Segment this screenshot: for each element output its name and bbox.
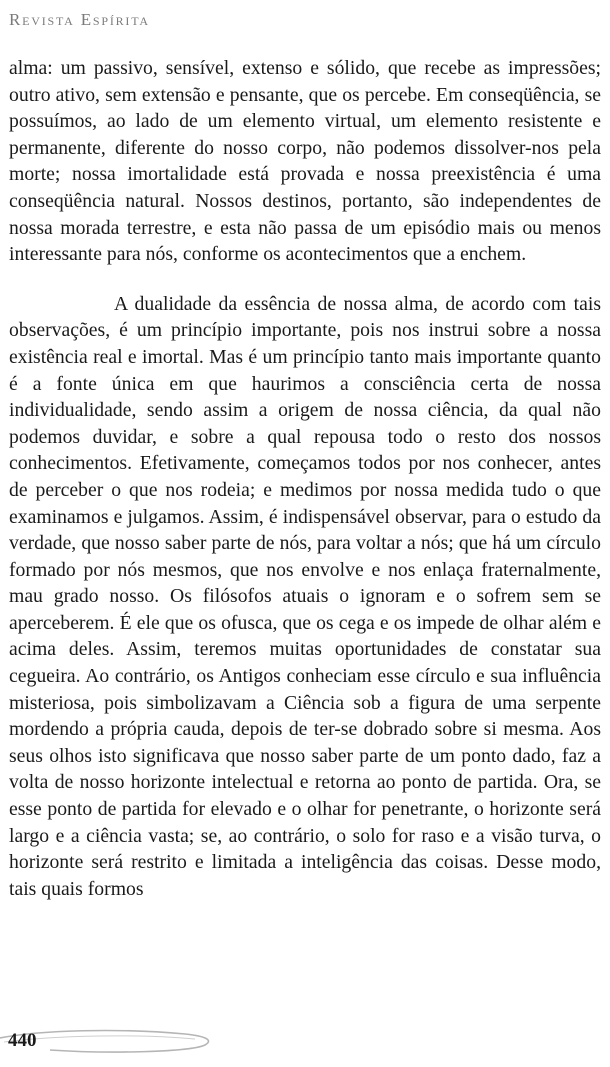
page-footer	[0, 1026, 230, 1066]
paragraph-duality: A dualidade da essência de nossa alma, de acordo com tais observações, é um princípio importante, pois nos instrui sobre a nossa existência real e imortal. Mas é um princípio tanto mais importante quanto é a fonte única em que haurimos a consciência certa de nossa individualidade, sendo assim a origem de nossa ciência, da qual não podemos duvidar, e sobre a qual repousa todo o resto dos nossos conhecimentos. Efetivamente, começamos todos por nos conhecer, antes de perceber o que nos rodeia; e medimos por nossa medida tudo o que examinamos e julgamos. Assim, é indispensável observar, para o estudo da verdade, que nosso saber parte de nós, para voltar a nós; que há um círculo formado por nós mesmos, que nos envolve e nos enlaça fraternalmente, mau grado nosso. Os filósofos atuais o ignoram e o sofrem sem se aperceberem. É ele que os ofusca, que os cega e os impede de olhar além e acima deles. Assim, teremos muitas oportunidades de constatar sua cegueira. Ao contrário, os Antigos conheciam esse círculo e sua influência misteriosa, pois simbolizavam a Ciência sob a figura de uma serpente mordendo a própria cauda, depois de ter-se dobrado sobre si mesma. Aos seus olhos isto significava que nosso saber parte de um ponto dado, faz a volta de nosso horizonte intelectual e retorna ao ponto de partida. Ora, se esse ponto de partida for elevado e o olhar for penetrante, o horizonte será largo e a ciência vasta; se, ao contrário, o solo for raso e a visão turva, o horizonte será restrito e limitada a inteligência das coisas. Desse modo, tais quais formos	[9, 292, 601, 900]
page-body	[9, 55, 601, 902]
page-number: 440	[8, 1030, 37, 1051]
paragraph-continued: alma: um passivo, sensível, extenso e sólido, que recebe as impressões; outro ativo, sem extensão e pensante, que os percebe. Em conseqüência, se possuímos, ao lado de um elemento virtual, um elemento resistente e permanente, diferente do nosso corpo, não podemos dissolver-nos pela morte; nossa imortalidade está provada e nossa preexistência é uma conseqüência natural. Nossos destinos, portanto, são independentes de nossa morada terrestre, e esta não passa de um episódio mais ou menos interessante para nós, conforme os acontecimentos que a enchem.	[9, 57, 601, 266]
running-header: Revista Espírita	[9, 10, 150, 29]
